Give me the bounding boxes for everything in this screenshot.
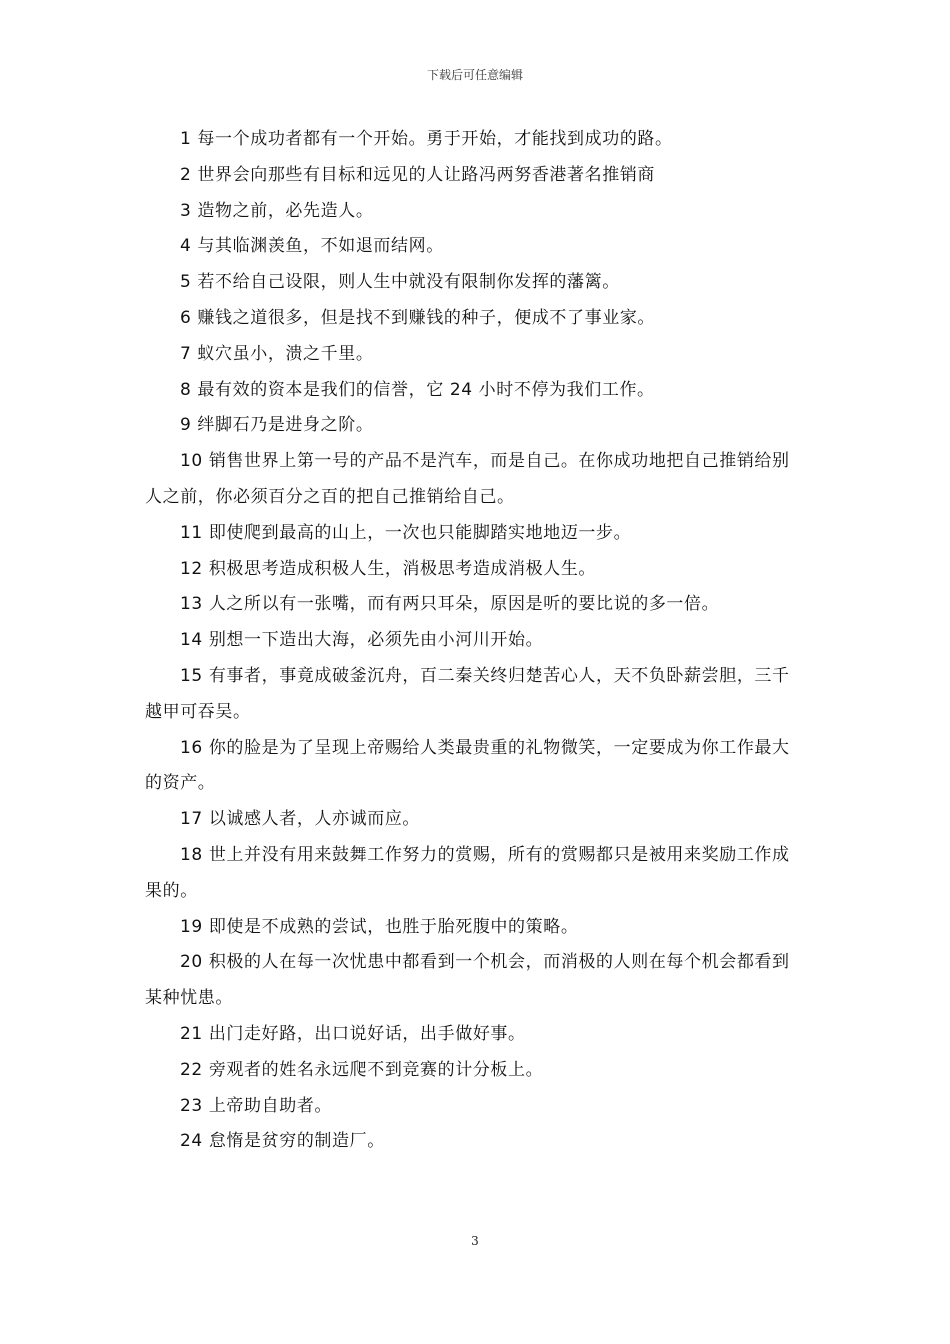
paragraph: 13 人之所以有一张嘴，而有两只耳朵，原因是听的要比说的多一倍。 (180, 594, 720, 615)
paragraph: 16 你的脸是为了呈现上帝赐给人类最贵重的礼物微笑，一定要成为你工作最大的资产。 (145, 737, 790, 794)
paragraph: 12 积极思考造成积极人生，消极思考造成消极人生。 (180, 558, 597, 579)
page-number: 3 (471, 1234, 479, 1248)
paragraph: 11 即使爬到最高的山上，一次也只能脚踏实地地迈一步。 (180, 522, 632, 543)
paragraph: 17 以诚感人者，人亦诚而应。 (180, 809, 421, 830)
paragraph: 22 旁观者的姓名永远爬不到竞赛的计分板上。 (180, 1059, 544, 1080)
paragraph: 6 赚钱之道很多，但是找不到赚钱的种子，便成不了事业家。 (180, 307, 656, 328)
paragraph: 21 出门走好路，出口说好话，出手做好事。 (180, 1023, 526, 1044)
paragraph: 1 每一个成功者都有一个开始。勇于开始，才能找到成功的路。 (180, 129, 673, 149)
paragraph: 19 即使是不成熟的尝试，也胜于胎死腹中的策略。 (180, 916, 579, 937)
body-text (145, 122, 807, 1160)
paragraph: 5 若不给自己设限，则人生中就没有限制你发挥的藩篱。 (180, 272, 620, 293)
paragraph: 9 绊脚石乃是进身之阶。 (180, 415, 374, 436)
paragraph: 24 怠惰是贫穷的制造厂。 (180, 1131, 385, 1152)
paragraph: 15 有事者，事竟成破釜沉舟，百二秦关终归楚苦心人，天不负卧薪尝胆，三千越甲可吞吴。 (145, 665, 790, 722)
paragraph: 14 别想一下造出大海，必须先由小河川开始。 (180, 630, 544, 651)
paragraph: 23 上帝助自助者。 (180, 1095, 333, 1116)
paragraph: 7 蚁穴虽小，溃之千里。 (180, 343, 374, 364)
paragraph: 10 销售世界上第一号的产品不是汽车，而是自己。在你成功地把自己推销给别人之前，你必须百分之百的把自己推销给自己。 (145, 451, 790, 507)
page-header: 下载后可任意编辑 (426, 68, 523, 82)
paragraph: 3 造物之前，必先造人。 (180, 200, 374, 221)
paragraph: 4 与其临渊羡鱼，不如退而结网。 (180, 236, 444, 257)
paragraph: 2 世界会向那些有目标和远见的人让路冯两努香港著名推销商 (180, 164, 656, 185)
paragraph: 8 最有效的资本是我们的信誉，它 24 小时不停为我们工作。 (180, 379, 655, 400)
paragraph: 18 世上并没有用来鼓舞工作努力的赏赐，所有的赏赐都只是被用来奖励工作成果的。 (145, 844, 790, 901)
paragraph: 20 积极的人在每一次忧患中都看到一个机会，而消极的人则在每个机会都看到某种忧患。 (145, 952, 790, 1009)
